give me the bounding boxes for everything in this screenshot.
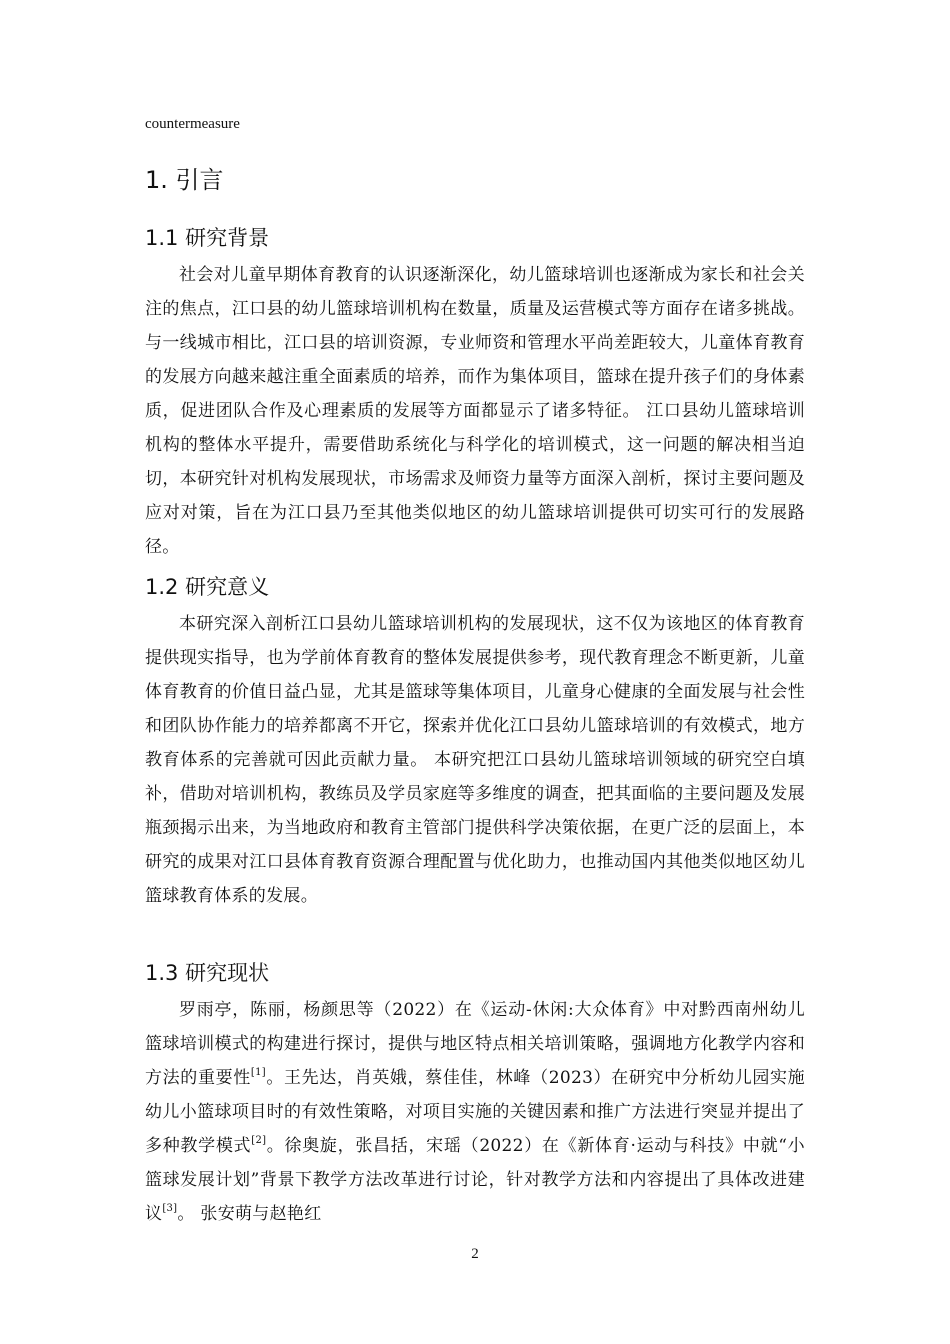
paragraph-significance: 本研究深入剖析江口县幼儿篮球培训机构的发展现状，这不仅为该地区的体育教育提供现实指导，也为学前体育教育的整体发展提供参考，现代教育理念不断更新，儿童体育教育的价值日益凸显，尤其是篮球等集体项目，儿童身心健康的全面发展与社会性和团队协作能力的培养都离不开它，探索并优化江口县幼儿篮球培训的有效模式，地方教育体系的完善就可因此贡献力量。 本研究把江口县幼儿篮球培训领域的研究空白填补，借助对培训机构，教练员及学员家庭等多维度的调查，把其面临的主要问题及发展瓶颈揭示出来，为当地政府和教育主管部门提供科学决策依据，在更广泛的层面上，本研究的成果对江口县体育教育资源合理配置与优化助力，也推动国内其他类似地区幼儿篮球教育体系的发展。	[145, 614, 805, 906]
status-text-part-3: 。徐奥旋，张昌括，宋瑶（2022）在《新体育·运动与科技》中就“小篮球发展计划”背景下教学方法改革进行讨论，针对教学方法和内容提出了具体改进建议	[145, 1136, 805, 1224]
page-number: 2	[471, 1246, 479, 1262]
status-text-part-4: 。 张安萌与赵艳红	[177, 1204, 322, 1224]
paragraph-status	[145, 993, 805, 1231]
status-text-part-1: 罗雨亭，陈丽，杨颜思等（2022）在《运动-休闲:大众体育》中对黔西南州幼儿篮球培训模式的构建进行探讨，提供与地区特点相关培训策略，强调地方化教学内容和方法的重要性	[145, 1000, 805, 1088]
section-heading-introduction: 1. 引言	[145, 166, 224, 194]
section-heading-significance: 1.2 研究意义	[145, 575, 270, 599]
citation-2[interactable]: [2]	[251, 1135, 267, 1146]
paragraph-background: 社会对儿童早期体育教育的认识逐渐深化，幼儿篮球培训也逐渐成为家长和社会关注的焦点，江口县的幼儿篮球培训机构在数量，质量及运营模式等方面存在诸多挑战。与一线城市相比，江口县的培训资源，专业师资和管理水平尚差距较大，儿童体育教育的发展方向越来越注重全面素质的培养，而作为集体项目，篮球在提升孩子们的身体素质，促进团队合作及心理素质的发展等方面都显示了诸多特征。 江口县幼儿篮球培训机构的整体水平提升，需要借助系统化与科学化的培训模式，这一问题的解决相当迫切，本研究针对机构发展现状，市场需求及师资力量等方面深入剖析，探讨主要问题及应对对策，旨在为江口县乃至其他类似地区的幼儿篮球培训提供可切实可行的发展路径。	[145, 265, 805, 557]
citation-1[interactable]: [1]	[250, 1067, 266, 1078]
keywords-tail: countermeasure	[145, 116, 240, 132]
section-heading-background: 1.1 研究背景	[145, 226, 270, 250]
citation-3[interactable]: [3]	[162, 1203, 178, 1214]
section-heading-status: 1.3 研究现状	[145, 961, 270, 985]
status-text-part-2: 。王先达，肖英娥，蔡佳佳，林峰（2023）在研究中分析幼儿园实施幼儿小篮球项目时的有效性策略，对项目实施的关键因素和推广方法进行突显并提出了多种教学模式	[145, 1068, 805, 1156]
